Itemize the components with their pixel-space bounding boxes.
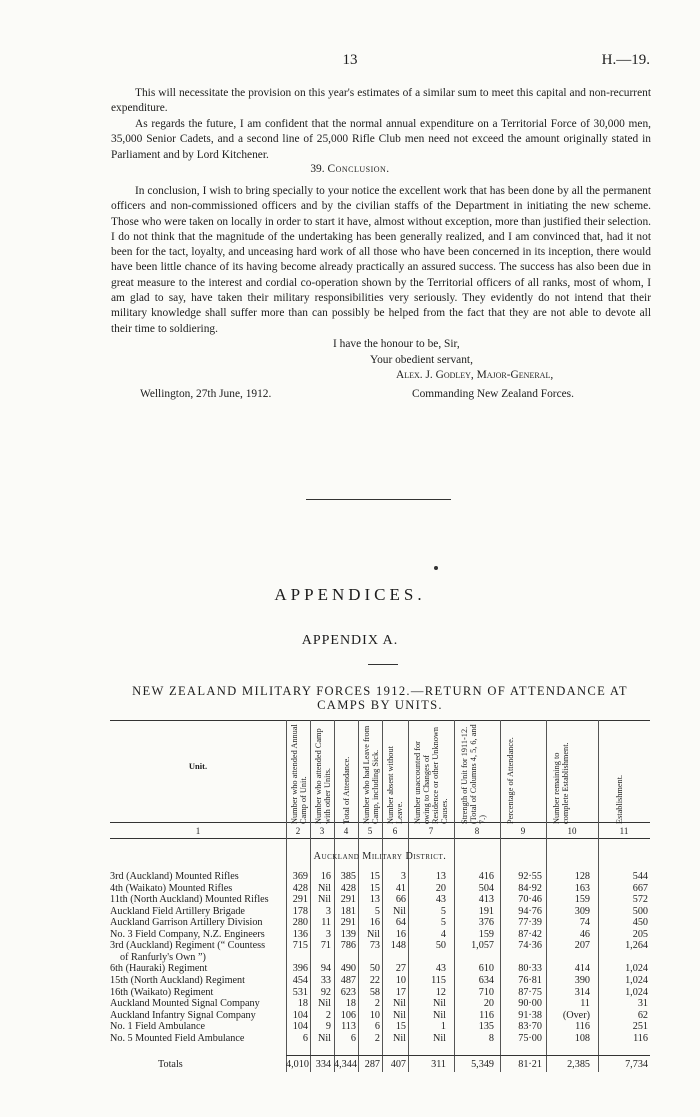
table-cell: 159 [574, 894, 590, 906]
table-cell: Nil [366, 928, 380, 940]
table-cell: 90·00 [518, 998, 542, 1010]
table-cell: 544 [632, 871, 648, 882]
table-row [110, 883, 650, 895]
table-cell: 428 [292, 882, 308, 894]
table-cell: 207 [574, 940, 590, 952]
table-cell: 22 [369, 974, 380, 986]
table-cell: 454 [292, 974, 308, 986]
table-cell: 106 [340, 1009, 356, 1021]
unit-name: 6th (Hauraki) Regiment [110, 963, 208, 975]
unit-name: 15th (North Auckland) Regiment [110, 974, 245, 986]
table-cell: 27 [395, 963, 406, 975]
totals-cell: 5,349 [471, 1059, 494, 1070]
signature-title: Commanding New Zealand Forces. [412, 388, 574, 400]
table-row [110, 929, 650, 941]
table-cell: 20 [435, 882, 446, 894]
table-cell: 128 [574, 871, 590, 882]
header-total-attendance: Total of Attendance. [342, 756, 351, 824]
table-cell: 1,024 [625, 963, 648, 975]
page-number: 13 [342, 52, 358, 68]
table-cell: 104 [292, 1009, 308, 1021]
signature-servant-line: Your obedient servant, [370, 354, 473, 366]
table-row [110, 917, 650, 929]
district-heading: Auckland Military District. [313, 851, 447, 862]
table-cell: 667 [632, 882, 648, 894]
table-cell: 1,024 [625, 986, 648, 998]
table-cell: 77·39 [518, 917, 542, 929]
table-cell: 572 [632, 894, 648, 906]
table-cell: 136 [292, 928, 308, 940]
table-cell: 17 [395, 986, 406, 998]
table-cell: 87·75 [518, 986, 542, 998]
unit-name: 16th (Waikato) Regiment [110, 986, 214, 998]
table-cell: 74 [579, 917, 590, 929]
col-number-2: 2 [295, 826, 301, 836]
col-number-1: 1 [195, 826, 201, 836]
table-row [110, 894, 650, 906]
table-cell: 10 [369, 1009, 380, 1021]
header-attended-other-camp: Number who attended Camp with other Units. [314, 728, 332, 824]
table-cell: 31 [637, 998, 648, 1010]
totals-rule [286, 1055, 650, 1056]
table-cell: 634 [478, 974, 494, 986]
table-cell: 5 [440, 917, 446, 929]
table-cell: 139 [340, 928, 356, 940]
unit-name: 11th (North Auckland) Mounted Rifles [110, 894, 269, 906]
table-cell: 94 [320, 963, 331, 975]
table-cell: 46 [579, 928, 590, 940]
table-cell: 8 [488, 1032, 494, 1044]
table-cell: 504 [478, 882, 494, 894]
table-cell: 116 [575, 1021, 590, 1033]
col-number-5: 5 [367, 826, 373, 836]
table-row [110, 1010, 650, 1022]
table-cell: 16 [369, 917, 380, 929]
table-cell: 80·33 [518, 963, 542, 975]
col-number-3: 3 [319, 826, 325, 836]
table-cell: Nil [317, 894, 331, 906]
table-cell: 786 [340, 940, 356, 952]
table-cell: 291 [292, 894, 308, 906]
table-cell: 1,057 [471, 940, 494, 952]
table-cell: 1 [440, 1021, 446, 1033]
table-cell: 191 [478, 905, 494, 917]
table-cell: 73 [369, 940, 380, 952]
table-cell: 62 [637, 1009, 648, 1021]
table-cell: 94·76 [518, 905, 542, 917]
table-cell: 487 [340, 974, 356, 986]
col-number-7: 7 [428, 826, 434, 836]
table-cell: 385 [340, 871, 356, 882]
table-cell: 2 [325, 1009, 331, 1021]
table-cell: 450 [632, 917, 648, 929]
unit-name: of Ranfurly's Own ”) [120, 951, 206, 963]
table-cell: 148 [390, 940, 406, 952]
table-cell: 58 [369, 986, 380, 998]
table-cell: 490 [340, 963, 356, 975]
section-heading [0, 163, 700, 175]
table-cell: 83·70 [518, 1021, 542, 1033]
table-cell: 205 [632, 928, 648, 940]
table-cell: Nil [432, 998, 446, 1010]
table-title: NEW ZEALAND MILITARY FORCES 1912.—RETURN OF ATTENDANCE AT CAMPS BY UNITS. [132, 684, 628, 712]
table-cell: 20 [483, 998, 494, 1010]
header-unit: Unit. [188, 761, 208, 771]
table-cell: 13 [435, 871, 446, 882]
table-cell: 75·00 [518, 1032, 542, 1044]
table-cell: 43 [435, 963, 446, 975]
table-cell: 91·38 [518, 1009, 542, 1021]
table-cell: 376 [478, 917, 494, 929]
table-cell: 715 [292, 940, 308, 952]
table-cell: 413 [478, 894, 494, 906]
table-cell: 33 [320, 974, 331, 986]
header-strength: Strength of Unit for 1911-12. (Total of Columns 4, 5, 6, and 7.) [460, 724, 487, 824]
table-row [110, 940, 650, 952]
paragraph-future-expenditure: As regards the future, I am confident that the normal annual expenditure on a Territorial Force of 30,000 men, 35,000 Senior Cadets, and a second line of 25,000 Rifle Club men need not exceed the amount originally stated in Parliament and by Lord Kitchener. [111, 118, 651, 161]
unit-name: 3rd (Auckland) Mounted Rifles [110, 871, 239, 882]
totals-label: Totals [158, 1059, 183, 1070]
header-unaccounted: Number unaccounted for owing to Changes of Residence or other Unknown Causes. [413, 726, 449, 824]
table-cell: 4 [440, 928, 446, 940]
table-cell: 5 [440, 905, 446, 917]
paragraph-estimates: This will necessitate the provision on this year's estimates of a similar sum to meet this capital and non-recurrent expenditure. [111, 87, 651, 115]
unit-name: Auckland Mounted Signal Company [110, 998, 260, 1010]
col-number-8: 8 [474, 826, 480, 836]
table-row [110, 987, 650, 999]
table-cell: 12 [435, 986, 446, 998]
table-cell: 623 [340, 986, 356, 998]
table-cell: 92·55 [518, 871, 542, 882]
table-cell: Nil [392, 998, 406, 1010]
header-attended-own-camp: Number who attended Annual Camp of Unit. [290, 724, 308, 824]
table-cell: 116 [479, 1009, 494, 1021]
unit-name: No. 3 Field Company, N.Z. Engineers [110, 928, 265, 940]
table-cell: 50 [369, 963, 380, 975]
table-cell: 6 [302, 1032, 308, 1044]
table-cell: 291 [340, 894, 356, 906]
col-number-9: 9 [520, 826, 526, 836]
table-cell: 3 [325, 905, 331, 917]
table-cell: 41 [395, 882, 406, 894]
section-title: Conclusion. [327, 163, 390, 175]
totals-cell: 407 [390, 1059, 406, 1070]
table-cell: 280 [292, 917, 308, 929]
table-cell: 178 [292, 905, 308, 917]
table-cell: 135 [478, 1021, 494, 1033]
table-cell: 74·36 [518, 940, 542, 952]
table-cell: 531 [292, 986, 308, 998]
header-leave-from-camp: Number who had Leave from Camp, including Sick. [362, 725, 380, 824]
table-row [110, 1021, 650, 1033]
table-cell: 390 [574, 974, 590, 986]
totals-cell: 4,344 [334, 1059, 357, 1070]
totals-cell: 81·21 [518, 1059, 542, 1070]
table-cell: 13 [369, 894, 380, 906]
table-cell: 3 [400, 871, 406, 882]
table-cell: 92 [320, 986, 331, 998]
table-cell: 428 [340, 882, 356, 894]
table-cell: 396 [292, 963, 308, 975]
table-row [110, 906, 650, 918]
totals-cell: 4,010 [286, 1059, 309, 1070]
table-row [110, 1033, 650, 1045]
unit-name: Auckland Field Artillery Brigade [110, 905, 245, 917]
table-cell: Nil [317, 998, 331, 1010]
header-absent-without-leave: Number absent without Leave. [386, 746, 404, 824]
totals-cell: 311 [431, 1059, 446, 1070]
table-cell: 163 [574, 882, 590, 894]
col-number-4: 4 [343, 826, 349, 836]
table-cell: 159 [478, 928, 494, 940]
appendix-rule [368, 664, 398, 665]
table-cell: 5 [374, 905, 380, 917]
table-cell: Nil [392, 1009, 406, 1021]
table-cell: 710 [478, 986, 494, 998]
table-cell: 416 [478, 871, 494, 882]
table-cell: Nil [392, 905, 406, 917]
table-cell: 291 [340, 917, 356, 929]
table-cell: 6 [374, 1021, 380, 1033]
table-cell: Nil [317, 1032, 331, 1044]
unit-name: No. 1 Field Ambulance [110, 1021, 206, 1033]
table-cell: 10 [395, 974, 406, 986]
table-cell: 104 [292, 1021, 308, 1033]
table-cell: 16 [320, 871, 331, 882]
table-cell: 3 [325, 928, 331, 940]
totals-cell: 2,385 [567, 1059, 590, 1070]
signature-name: Alex. J. Godley, Major-General, [396, 369, 554, 381]
section-number: 39. [310, 163, 325, 175]
col-number-11: 11 [619, 826, 629, 836]
table-cell: 15 [395, 1021, 406, 1033]
place-date: Wellington, 27th June, 1912. [140, 388, 272, 400]
appendix-a-title: APPENDIX A. [301, 633, 399, 648]
table-cell: 309 [574, 905, 590, 917]
table-cell: (Over) [562, 1009, 590, 1021]
col-number-10: 10 [567, 826, 577, 836]
table-row [110, 952, 650, 964]
table-cell: 116 [633, 1032, 648, 1044]
header-percentage: Percentage of Attendance. [506, 737, 515, 824]
table-cell: 64 [395, 917, 406, 929]
table-cell: 66 [395, 894, 406, 906]
col-number-6: 6 [392, 826, 398, 836]
table-row [110, 871, 650, 883]
appendices-title: APPENDICES. [274, 585, 426, 604]
table-cell: 414 [574, 963, 590, 975]
table-cell: 16 [395, 928, 406, 940]
signature-honour-line: I have the honour to be, Sir, [333, 338, 460, 350]
separator-rule [306, 499, 451, 500]
table-cell: 2 [374, 998, 380, 1010]
table-cell: 610 [478, 963, 494, 975]
page-reference: H.—19. [601, 52, 650, 68]
unit-name: Auckland Garrison Artillery Division [110, 917, 263, 929]
table-cell: 181 [340, 905, 356, 917]
table-cell: 87·42 [518, 928, 542, 940]
table-cell: 251 [632, 1021, 648, 1033]
totals-cell: 7,734 [625, 1059, 648, 1070]
table-row [110, 963, 650, 975]
table-cell: 76·81 [518, 974, 542, 986]
table-cell: 70·46 [518, 894, 542, 906]
unit-name: 3rd (Auckland) Regiment (“ Countess [110, 940, 266, 952]
table-cell: 369 [292, 871, 308, 882]
paragraph-conclusion: In conclusion, I wish to bring specially to your notice the excellent work that has been done by all the permanent officers and non-commissioned officers and by the civilian staffs of the Department in initiating the new scheme. Those who were taken on locally in order to start it have, almost without exception, more than justified their selection. I do not think that the magnitude of the undertaking has been generally realized, and I am convinced that, had it not been for the tact, loyalty, and unceasing hard work of all those who have been concerned in its inception, there would have been little chance of its having become already practically an assured success. The success has also been due in great measure to the interest and cordial co-operation shown by the Territorial officers of all ranks, most of whom, I am glad to say, have taken their military responsibilities very seriously. They evidently do not intend that their military knowledge shall suffer more than can possibly be helped from the fact that they are not able to devote all their time to soldiering. [111, 185, 651, 335]
table-cell: Nil [317, 882, 331, 894]
table-row [110, 975, 650, 987]
table-cell: Nil [432, 1009, 446, 1021]
unit-name: No. 5 Mounted Field Ambulance [110, 1032, 245, 1044]
table-cell: 1,024 [625, 974, 648, 986]
table-cell: 71 [320, 940, 331, 952]
table-cell: 11 [580, 998, 590, 1010]
table-cell: 9 [325, 1021, 331, 1033]
table-cell: 113 [341, 1021, 356, 1033]
table-cell: Nil [392, 1032, 406, 1044]
table-cell: 15 [369, 882, 380, 894]
table-cell: 500 [632, 905, 648, 917]
totals-cell: 287 [364, 1059, 380, 1070]
table-cell: 84·92 [518, 882, 542, 894]
table-cell: 2 [374, 1032, 380, 1044]
table-cell: 18 [345, 998, 356, 1010]
table-cell: 11 [321, 917, 331, 929]
totals-cell: 334 [315, 1059, 331, 1070]
ink-dot [434, 566, 438, 570]
totals-row [110, 1059, 650, 1071]
header-establishment: Establishment. [615, 774, 624, 824]
table-row [110, 998, 650, 1010]
table-cell: 314 [574, 986, 590, 998]
table-cell: Nil [432, 1032, 446, 1044]
table-top-rule [110, 720, 650, 721]
table-cell: 18 [297, 998, 308, 1010]
table-cell: 1,264 [625, 940, 648, 952]
table-cell: 43 [435, 894, 446, 906]
unit-name: Auckland Infantry Signal Company [110, 1009, 256, 1021]
table-cell: 115 [431, 974, 446, 986]
unit-name: 4th (Waikato) Mounted Rifles [110, 882, 233, 894]
table-cell: 50 [435, 940, 446, 952]
table-cell: 108 [574, 1032, 590, 1044]
table-cell: 6 [350, 1032, 356, 1044]
table-cell: 15 [369, 871, 380, 882]
header-remaining: Number remaining to complete Establishment. [552, 742, 570, 824]
